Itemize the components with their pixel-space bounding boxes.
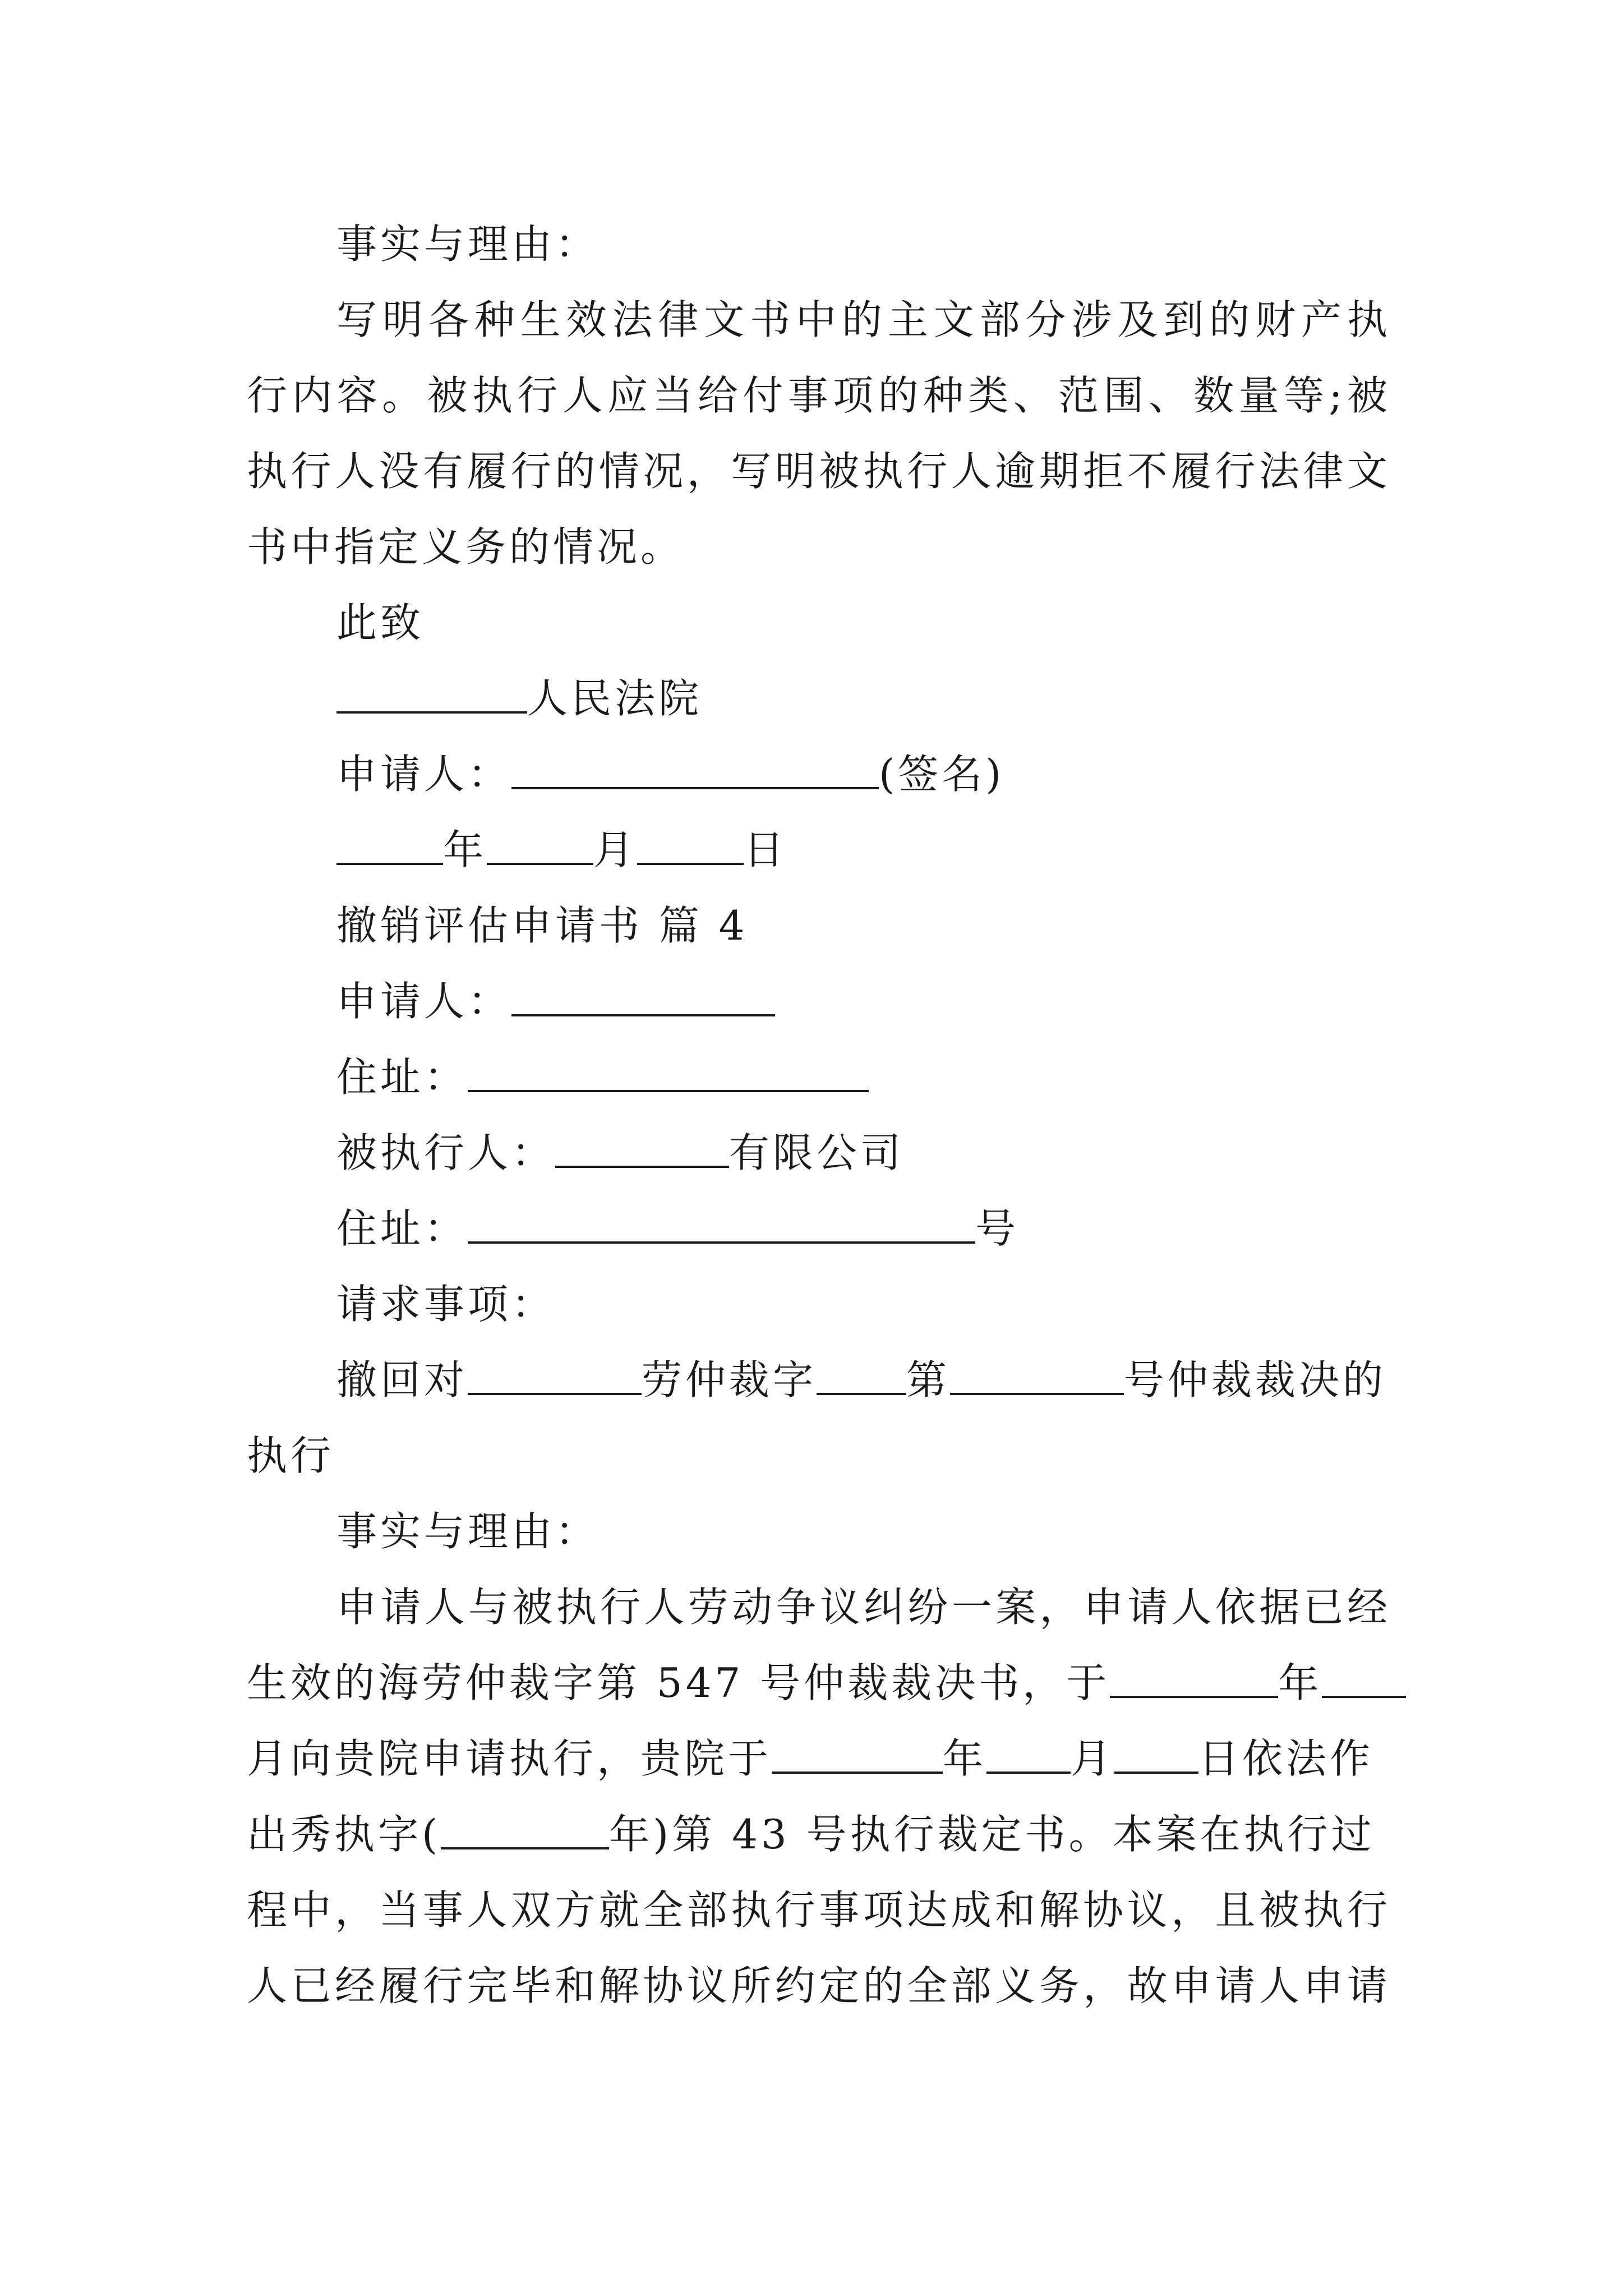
salutation: 此致	[336, 599, 425, 646]
applicant-sign-blank[interactable]	[511, 748, 879, 789]
address-line: 住址：	[336, 1049, 1391, 1105]
facts-paragraph-line: 程中，当事人双方就全部执行事项达成和解协议，且被执行	[247, 1887, 1391, 1934]
facts-paragraph-line: 写明各种生效法律文书中的主文部分涉及到的财产执	[336, 296, 1391, 343]
applicant-sign-line: 申请人： (签名)	[336, 746, 1391, 802]
address-blank[interactable]	[468, 1051, 869, 1092]
month-blank[interactable]	[1322, 1657, 1406, 1698]
request-blank[interactable]	[817, 1354, 906, 1395]
address2-line: 住址： 号	[336, 1200, 1391, 1257]
facts-paragraph-line: 人已经履行完毕和解协议所约定的全部义务，故申请人申请	[247, 1962, 1391, 2009]
year-blank[interactable]	[336, 823, 443, 865]
day-blank[interactable]	[1114, 1732, 1198, 1774]
day-blank[interactable]	[637, 823, 744, 865]
respondent-blank[interactable]	[555, 1126, 729, 1168]
year-blank[interactable]	[1110, 1657, 1278, 1698]
court-line: 人民法院	[336, 670, 1391, 726]
facts-heading: 事实与理由：	[336, 220, 600, 268]
date-line: 年 月 日	[336, 822, 1391, 878]
request-blank[interactable]	[468, 1354, 642, 1395]
facts-paragraph-line: 出秀执字( 年)第 43 号执行裁定书。本案在执行过	[247, 1806, 1391, 1862]
month-blank[interactable]	[986, 1732, 1071, 1774]
facts-paragraph-line: 生效的海劳仲裁字第 547 号仲裁裁决书，于 年	[247, 1655, 1391, 1711]
year-blank[interactable]	[772, 1732, 943, 1774]
facts-heading-2: 事实与理由：	[336, 1508, 600, 1555]
facts-paragraph-line: 月向贵院申请执行，贵院于 年 月 日依法作	[247, 1731, 1391, 1787]
month-blank[interactable]	[487, 823, 593, 865]
facts-paragraph-line: 申请人与被执行人劳动争议纠纷一案，申请人依据已经	[336, 1584, 1391, 1631]
request-heading: 请求事项：	[336, 1281, 556, 1328]
facts-paragraph-line: 行内容。被执行人应当给付事项的种类、范围、数量等;被	[247, 372, 1391, 419]
request-blank[interactable]	[950, 1354, 1124, 1395]
section-title: 撤销评估申请书 篇 4	[336, 902, 748, 949]
facts-paragraph-line: 书中指定义务的情况。	[247, 523, 685, 570]
year-blank[interactable]	[441, 1808, 609, 1849]
court-blank[interactable]	[336, 672, 527, 714]
request-line: 撤回对 劳仲裁字 第 号仲裁裁决的	[336, 1352, 1391, 1408]
request-line-2: 执行	[247, 1432, 335, 1479]
respondent-line: 被执行人： 有限公司	[336, 1125, 1391, 1181]
applicant-line: 申请人：	[336, 973, 1391, 1029]
facts-paragraph-line: 执行人没有履行的情况，写明被执行人逾期拒不履行法律文	[247, 448, 1391, 495]
address2-blank[interactable]	[468, 1202, 975, 1244]
applicant-blank[interactable]	[511, 975, 775, 1016]
